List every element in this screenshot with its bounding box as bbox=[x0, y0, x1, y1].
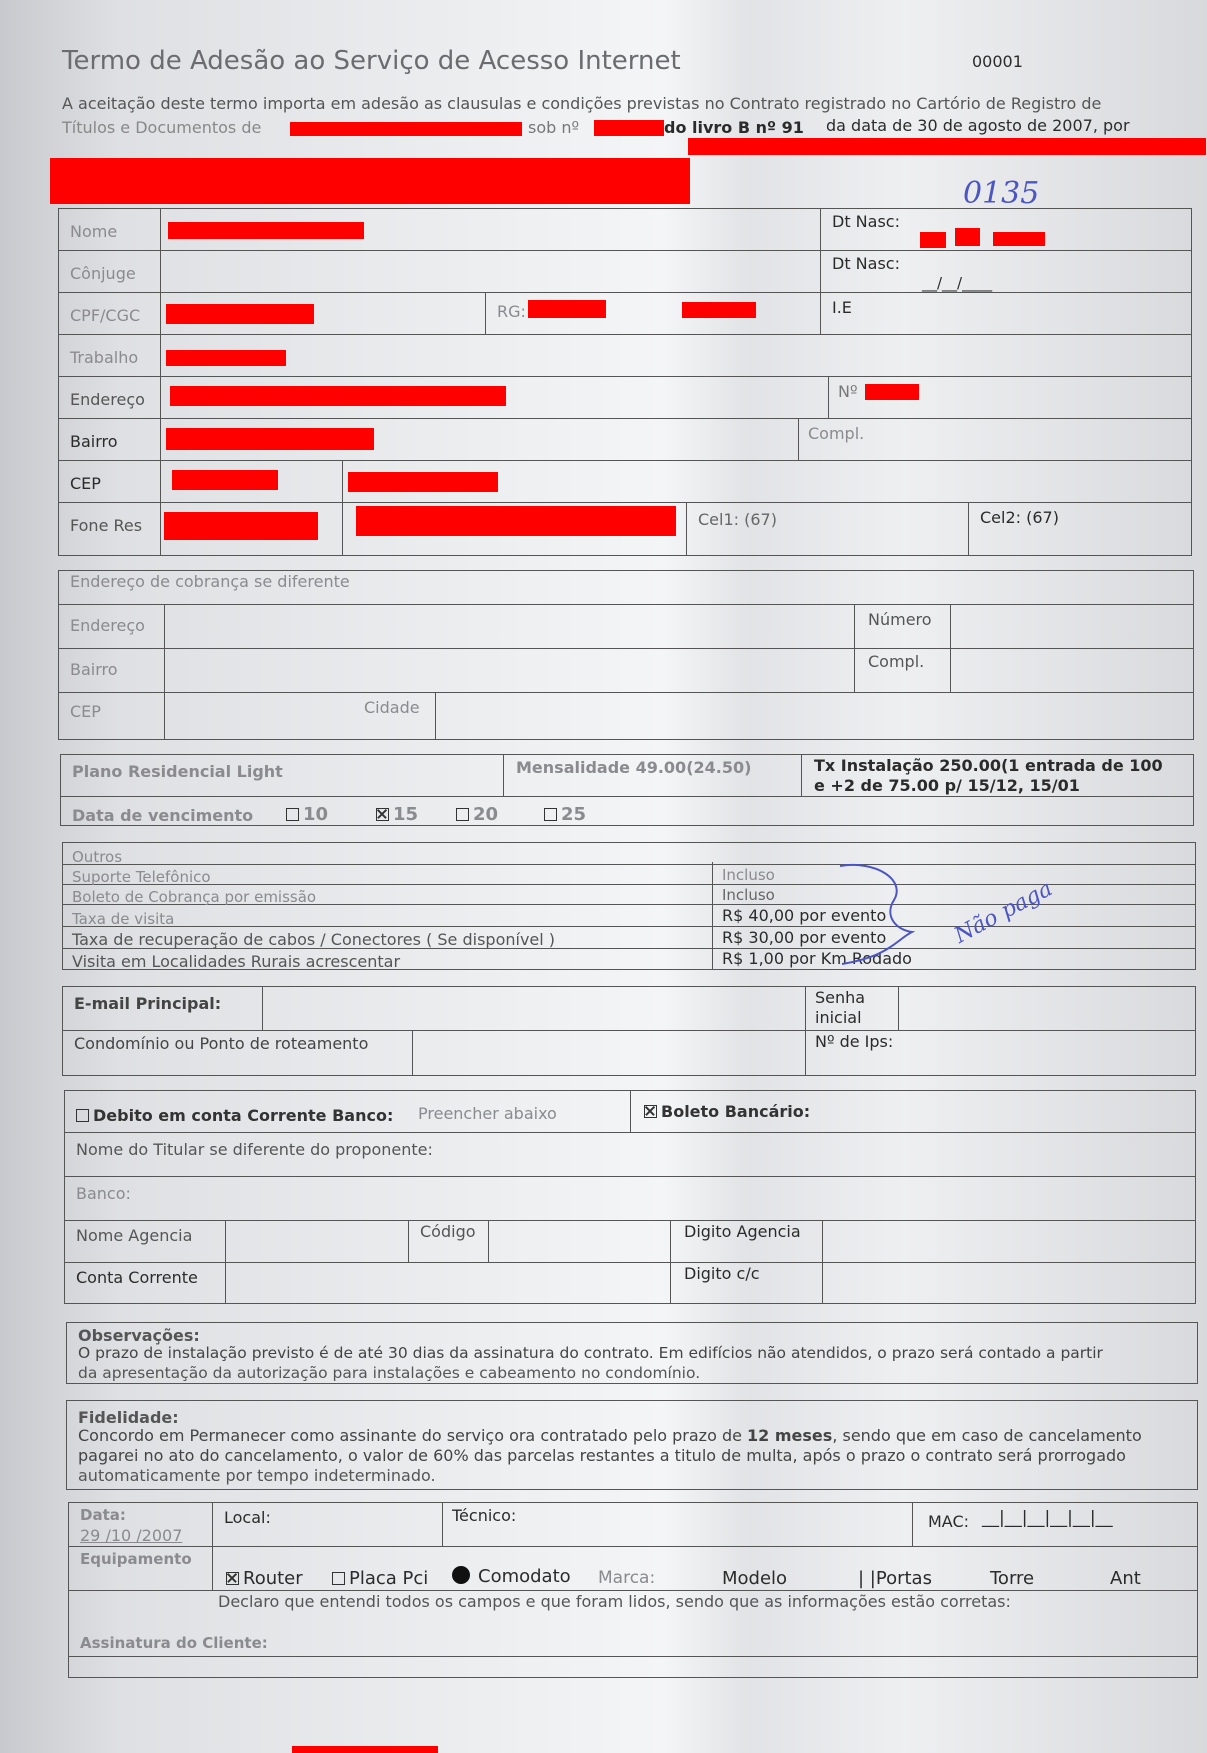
handwritten-brace-scribble bbox=[836, 860, 946, 970]
services-header: Outros bbox=[72, 848, 123, 866]
checkbox-icon[interactable] bbox=[286, 808, 299, 821]
label-banco: Banco: bbox=[76, 1184, 131, 1203]
redaction-bar bbox=[682, 302, 756, 318]
service-label: Taxa de visita bbox=[72, 910, 175, 928]
label-tecnico: Técnico: bbox=[452, 1506, 517, 1525]
account-table bbox=[62, 986, 1196, 1076]
redaction-bar bbox=[164, 512, 318, 540]
label-ips: Nº de Ips: bbox=[815, 1032, 894, 1051]
redaction-bar bbox=[348, 472, 498, 492]
observacoes-line-2: da apresentação da autorização para instalações e cabeamento no condomínio. bbox=[78, 1364, 701, 1382]
due-option-20[interactable]: 20 bbox=[456, 804, 498, 825]
service-label: Taxa de recuperação de cabos / Conectores ( Se disponível ) bbox=[72, 930, 556, 949]
boleto-option[interactable]: Boleto Bancário: bbox=[644, 1102, 810, 1121]
label-senha-2: inicial bbox=[815, 1008, 862, 1027]
label-cel1: Cel1: (67) bbox=[698, 510, 777, 529]
checkbox-icon[interactable] bbox=[456, 808, 469, 821]
signature-label: Assinatura do Cliente: bbox=[80, 1634, 268, 1652]
intro-line-2-d: da data de 30 de agosto de 2007, por bbox=[826, 116, 1130, 135]
label-modelo: Modelo bbox=[722, 1568, 788, 1589]
billing-title: Endereço de cobrança se diferente bbox=[70, 572, 350, 591]
label-bairro: Bairro bbox=[70, 432, 118, 451]
checkbox-icon[interactable] bbox=[76, 1109, 89, 1122]
handwritten-note: Não paga bbox=[950, 876, 1057, 949]
billing-compl: Compl. bbox=[868, 652, 925, 671]
debito-option[interactable]: Debito em conta Corrente Banco: bbox=[76, 1106, 393, 1125]
label-conta: Conta Corrente bbox=[76, 1268, 198, 1287]
debito-hint: Preencher abaixo bbox=[418, 1104, 557, 1123]
intro-line-2-c: do livro B nº 91 bbox=[664, 118, 804, 137]
observacoes-title: Observações: bbox=[78, 1326, 200, 1345]
service-label: Visita em Localidades Rurais acrescentar bbox=[72, 952, 401, 971]
service-label: Suporte Telefônico bbox=[72, 868, 211, 886]
document-number: 00001 bbox=[972, 52, 1023, 71]
plan-mensalidade: Mensalidade 49.00(24.50) bbox=[516, 758, 752, 777]
billing-address-table bbox=[58, 570, 1194, 740]
redaction-bar bbox=[166, 304, 314, 324]
checkbox-checked-icon[interactable] bbox=[376, 808, 389, 821]
label-senha-1: Senha bbox=[815, 988, 866, 1007]
service-value: Incluso bbox=[722, 886, 775, 904]
due-option-10[interactable]: 10 bbox=[286, 804, 328, 825]
service-value: R$ 1,00 por Km Rodado bbox=[722, 949, 912, 968]
billing-endereco: Endereço bbox=[70, 616, 145, 635]
redaction-bar bbox=[920, 232, 946, 248]
label-digito-cc: Digito c/c bbox=[684, 1264, 760, 1283]
due-option-15[interactable]: 15 bbox=[376, 804, 418, 825]
redaction-bar bbox=[688, 138, 1206, 155]
comodato-option[interactable]: Comodato bbox=[452, 1566, 571, 1587]
label-nome: Nome bbox=[70, 222, 118, 241]
label-rg: RG: bbox=[497, 302, 526, 321]
form-title: Termo de Adesão ao Serviço de Acesso Internet bbox=[62, 46, 681, 76]
plan-tx-line-1: Tx Instalação 250.00(1 entrada de 100 bbox=[814, 756, 1163, 775]
redaction-bar bbox=[166, 350, 286, 366]
redaction-bar bbox=[955, 228, 980, 246]
redaction-bar bbox=[172, 470, 278, 490]
label-data: Data: bbox=[80, 1506, 126, 1524]
redaction-bar bbox=[594, 120, 664, 136]
redaction-bar bbox=[166, 428, 374, 450]
mac-blank: __|__|__|__|__|__ bbox=[982, 1508, 1113, 1528]
label-trabalho: Trabalho bbox=[70, 348, 139, 367]
fidelidade-title: Fidelidade: bbox=[78, 1408, 179, 1427]
label-dt-nasc-2: Dt Nasc: bbox=[832, 254, 900, 273]
fidelidade-line-2: pagarei no ato do cancelamento, o valor de 60% das parcelas restantes a titulo de multa, após o prazo o contrato será prorrogado bbox=[78, 1446, 1126, 1465]
label-equipamento: Equipamento bbox=[80, 1550, 192, 1568]
fidelidade-term: 12 meses bbox=[747, 1426, 833, 1445]
plan-tx-line-2: e +2 de 75.00 p/ 15/12, 15/01 bbox=[814, 776, 1080, 795]
checkbox-checked-icon[interactable] bbox=[644, 1105, 657, 1118]
label-local: Local: bbox=[224, 1508, 271, 1527]
label-codigo: Código bbox=[420, 1222, 476, 1241]
label-numero: Nº bbox=[838, 382, 858, 401]
observacoes-line-1: O prazo de instalação previsto é de até 30 dias da assinatura do contrato. Em edifícios não atendidos, o prazo será contado a partir bbox=[78, 1344, 1103, 1362]
intro-line-2-a: Títulos e Documentos de bbox=[62, 118, 262, 137]
label-fone-res: Fone Res bbox=[70, 516, 143, 535]
label-torre: Torre bbox=[990, 1568, 1035, 1589]
router-option[interactable]: Router bbox=[226, 1568, 303, 1589]
redaction-bar bbox=[292, 1746, 438, 1753]
placa-option[interactable]: Placa Pci bbox=[332, 1568, 428, 1589]
billing-bairro: Bairro bbox=[70, 660, 118, 679]
redaction-bar bbox=[170, 386, 506, 406]
redaction-bar bbox=[50, 158, 690, 204]
label-portas: | |Portas bbox=[858, 1568, 932, 1589]
intro-line-1: A aceitação deste termo importa em adesão as clausulas e condições previstas no Contrato registrado no Cartório de Registro de bbox=[62, 94, 1102, 113]
service-value: Incluso bbox=[722, 866, 775, 884]
data-value: 29 /10 /2007 bbox=[80, 1526, 183, 1545]
billing-numero: Número bbox=[868, 610, 932, 629]
fidelidade-line-3: automaticamente por tempo indeterminado. bbox=[78, 1466, 436, 1485]
label-cel2: Cel2: (67) bbox=[980, 508, 1059, 527]
handwritten-number: 0135 bbox=[963, 176, 1040, 211]
label-agencia: Nome Agencia bbox=[76, 1226, 193, 1245]
declaration: Declaro que entendi todos os campos e que foram lidos, sendo que as informações estão corretas: bbox=[218, 1592, 1011, 1611]
filled-circle-icon bbox=[452, 1566, 470, 1584]
due-date-label: Data de vencimento bbox=[72, 806, 254, 825]
intro-line-2-b: sob nº bbox=[528, 118, 580, 137]
billing-cep: CEP bbox=[70, 702, 101, 721]
plan-name: Plano Residencial Light bbox=[72, 762, 283, 781]
redaction-bar bbox=[993, 232, 1045, 246]
personal-data-table bbox=[58, 208, 1192, 556]
redaction-bar bbox=[865, 384, 919, 400]
label-condominio: Condomínio ou Ponto de roteamento bbox=[74, 1034, 369, 1053]
label-titular: Nome do Titular se diferente do proponente: bbox=[76, 1140, 433, 1159]
checkbox-icon[interactable] bbox=[544, 808, 557, 821]
date-blank: __/__/____ bbox=[922, 274, 993, 292]
label-cep: CEP bbox=[70, 474, 101, 493]
redaction-bar bbox=[356, 506, 676, 536]
checkbox-icon[interactable] bbox=[332, 1572, 345, 1585]
checkbox-checked-icon[interactable] bbox=[226, 1572, 239, 1585]
label-marca: Marca: bbox=[598, 1568, 656, 1588]
label-ie: I.E bbox=[832, 298, 852, 317]
label-endereco: Endereço bbox=[70, 390, 145, 409]
redaction-bar bbox=[290, 122, 522, 136]
label-cpf: CPF/CGC bbox=[70, 306, 141, 325]
label-conjuge: Cônjuge bbox=[70, 264, 136, 283]
label-compl: Compl. bbox=[808, 424, 865, 443]
billing-cidade: Cidade bbox=[364, 698, 420, 717]
service-value: R$ 30,00 por evento bbox=[722, 928, 887, 947]
label-email: E-mail Principal: bbox=[74, 994, 222, 1013]
service-label: Boleto de Cobrança por emissão bbox=[72, 888, 317, 906]
label-digito-agencia: Digito Agencia bbox=[684, 1222, 801, 1241]
fidelidade-line-1: Concordo em Permanecer como assinante do serviço ora contratado pelo prazo de 12 meses, sendo que em caso de cancelamento bbox=[78, 1426, 1142, 1445]
redaction-bar bbox=[528, 300, 606, 318]
redaction-bar bbox=[168, 222, 364, 239]
label-dt-nasc-1: Dt Nasc: bbox=[832, 212, 900, 231]
label-ant: Ant bbox=[1110, 1568, 1141, 1589]
service-value: R$ 40,00 por evento bbox=[722, 906, 887, 925]
due-option-25[interactable]: 25 bbox=[544, 804, 586, 825]
label-mac: MAC: bbox=[928, 1512, 970, 1531]
